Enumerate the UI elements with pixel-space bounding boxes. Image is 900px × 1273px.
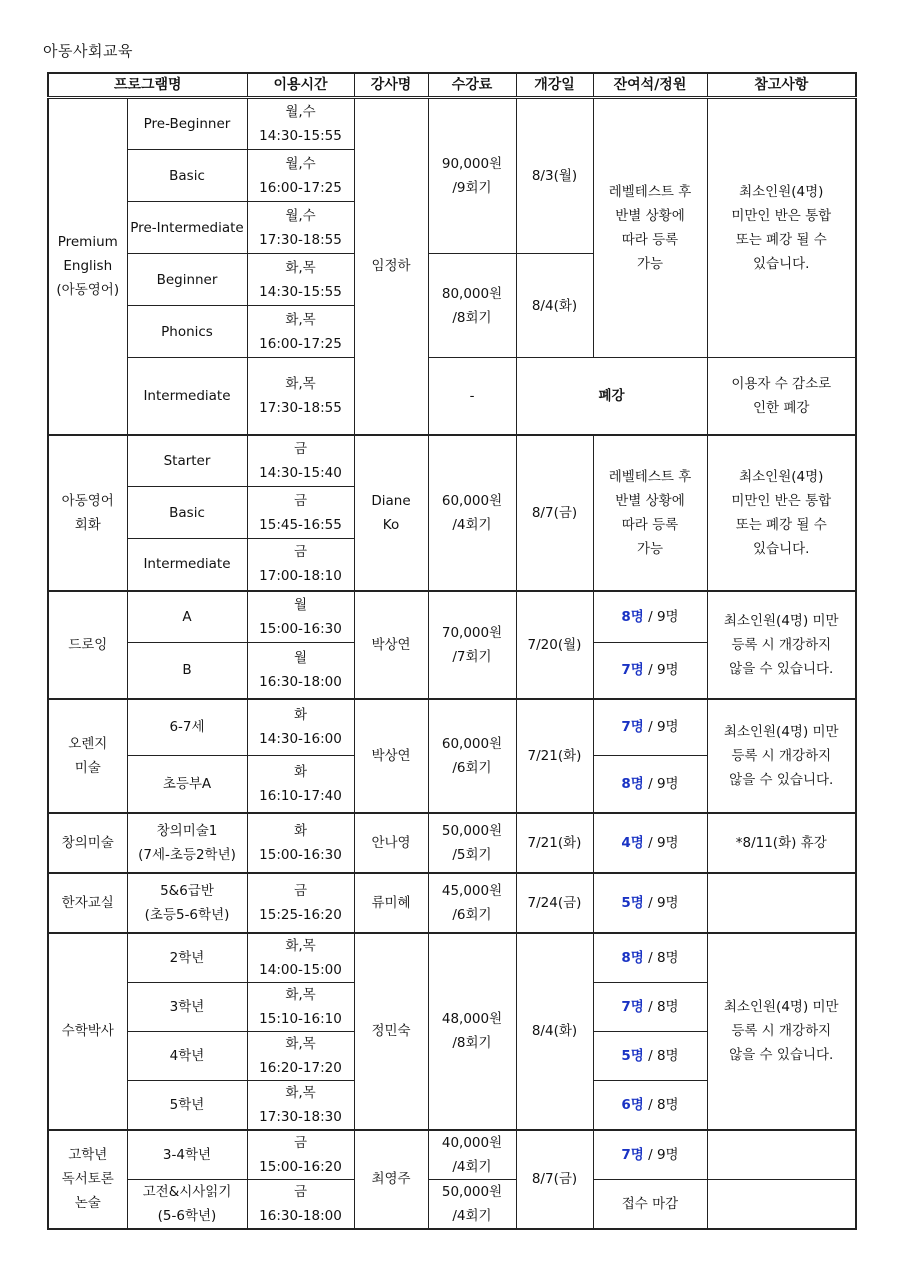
note-cell — [707, 1130, 856, 1180]
level-cell: A — [127, 591, 247, 643]
seats-cell: 5명 / 8명 — [593, 1031, 707, 1080]
seats-cell: 8명 / 9명 — [593, 756, 707, 813]
note-cell — [707, 873, 856, 933]
note-cell: 최소인원(4명) 미만 등록 시 개강하지 않을 수 있습니다. — [707, 699, 856, 813]
start-cell: 8/7(금) — [516, 435, 593, 591]
level-cell: Pre-Intermediate — [127, 202, 247, 254]
fee-cell: 60,000원 /4회기 — [428, 435, 516, 591]
level-cell: Intermediate — [127, 539, 247, 591]
time-cell: 금 17:00-18:10 — [247, 539, 354, 591]
program-name: 창의미술 — [48, 813, 127, 873]
start-cell: 8/7(금) — [516, 1130, 593, 1229]
header-notes: 참고사항 — [707, 73, 856, 98]
closed-label: 폐강 — [516, 358, 707, 435]
seats-cell: 8명 / 8명 — [593, 933, 707, 983]
time-cell: 화,목 17:30-18:55 — [247, 358, 354, 435]
note-cell — [707, 1179, 856, 1229]
teacher-cell: 안나영 — [354, 813, 428, 873]
header-seats: 잔여석/정원 — [593, 73, 707, 98]
time-cell: 금 15:25-16:20 — [247, 873, 354, 933]
start-cell: 7/21(화) — [516, 699, 593, 813]
level-cell: Phonics — [127, 306, 247, 358]
time-cell: 화 14:30-16:00 — [247, 699, 354, 756]
time-cell: 화,목 16:00-17:25 — [247, 306, 354, 358]
start-cell: 8/4(화) — [516, 254, 593, 358]
table-row — [48, 1179, 856, 1229]
program-name: 아동영어 회화 — [48, 435, 127, 591]
time-cell: 화,목 17:30-18:30 — [247, 1080, 354, 1130]
teacher-cell: 박상연 — [354, 591, 428, 699]
time-cell: 월 16:30-18:00 — [247, 643, 354, 699]
note-cell: 최소인원(4명) 미만 등록 시 개강하지 않을 수 있습니다. — [707, 591, 856, 699]
table-row — [48, 813, 856, 873]
time-cell: 월,수 17:30-18:55 — [247, 202, 354, 254]
level-cell: 창의미술1 (7세-초등2학년) — [127, 813, 247, 873]
program-name: 고학년 독서토론 논술 — [48, 1130, 127, 1229]
level-cell: 2학년 — [127, 933, 247, 983]
time-cell: 금 15:00-16:20 — [247, 1130, 354, 1180]
level-cell: 5학년 — [127, 1080, 247, 1130]
table-row — [48, 1130, 856, 1180]
level-cell: B — [127, 643, 247, 699]
teacher-cell: 최영주 — [354, 1130, 428, 1229]
level-cell: 3-4학년 — [127, 1130, 247, 1180]
fee-cell: 60,000원 /6회기 — [428, 699, 516, 813]
level-cell: Starter — [127, 435, 247, 487]
header-row — [48, 73, 856, 98]
level-cell: 3학년 — [127, 982, 247, 1031]
time-cell: 월,수 14:30-15:55 — [247, 98, 354, 150]
time-cell: 금 14:30-15:40 — [247, 435, 354, 487]
seats-cell: 7명 / 8명 — [593, 982, 707, 1031]
start-cell: 7/20(월) — [516, 591, 593, 699]
time-cell: 화 16:10-17:40 — [247, 756, 354, 813]
header-teacher: 강사명 — [354, 73, 428, 98]
table-row — [48, 699, 856, 756]
seats-cell: 4명 / 9명 — [593, 813, 707, 873]
fee-cell: 48,000원 /8회기 — [428, 933, 516, 1130]
program-name: 드로잉 — [48, 591, 127, 699]
level-cell: Beginner — [127, 254, 247, 306]
program-name: Premium English (아동영어) — [48, 98, 127, 435]
level-cell: Intermediate — [127, 358, 247, 435]
seats-cell: 7명 / 9명 — [593, 1130, 707, 1180]
header-program: 프로그램명 — [48, 73, 247, 98]
fee-cell: 90,000원 /9회기 — [428, 98, 516, 254]
level-cell: 6-7세 — [127, 699, 247, 756]
note-cell: *8/11(화) 휴강 — [707, 813, 856, 873]
fee-cell: 50,000원 /4회기 — [428, 1179, 516, 1229]
teacher-cell: 류미혜 — [354, 873, 428, 933]
time-cell: 월,수 16:00-17:25 — [247, 150, 354, 202]
page-title: 아동사회교육 — [43, 42, 133, 60]
level-cell: 고전&시사읽기 (5-6학년) — [127, 1179, 247, 1229]
time-cell: 화,목 14:00-15:00 — [247, 933, 354, 983]
header-fee: 수강료 — [428, 73, 516, 98]
program-name: 한자교실 — [48, 873, 127, 933]
table-row — [48, 591, 856, 643]
fee-cell: 40,000원 /4회기 — [428, 1130, 516, 1180]
start-cell: 8/4(화) — [516, 933, 593, 1130]
time-cell: 금 15:45-16:55 — [247, 487, 354, 539]
fee-cell: 80,000원 /8회기 — [428, 254, 516, 358]
teacher-cell: 정민숙 — [354, 933, 428, 1130]
table-row — [48, 933, 856, 983]
program-name: 수학박사 — [48, 933, 127, 1130]
seats-cell: 접수 마감 — [593, 1179, 707, 1229]
time-cell: 월 15:00-16:30 — [247, 591, 354, 643]
time-cell: 화,목 15:10-16:10 — [247, 982, 354, 1031]
fee-cell: 45,000원 /6회기 — [428, 873, 516, 933]
start-cell: 7/24(금) — [516, 873, 593, 933]
note-cell: 최소인원(4명) 미만 등록 시 개강하지 않을 수 있습니다. — [707, 933, 856, 1130]
fee-cell: 50,000원 /5회기 — [428, 813, 516, 873]
time-cell: 화,목 14:30-15:55 — [247, 254, 354, 306]
teacher-cell: 임정하 — [354, 98, 428, 435]
note-cell: 최소인원(4명) 미만인 반은 통합 또는 폐강 될 수 있습니다. — [707, 98, 856, 358]
seats-cell: 7명 / 9명 — [593, 699, 707, 756]
seats-cell: 8명 / 9명 — [593, 591, 707, 643]
time-cell: 화 15:00-16:30 — [247, 813, 354, 873]
level-cell: Basic — [127, 487, 247, 539]
program-name: 오렌지 미술 — [48, 699, 127, 813]
note-cell: 이용자 수 감소로 인한 폐강 — [707, 358, 856, 435]
level-cell: Basic — [127, 150, 247, 202]
table-row — [48, 873, 856, 933]
level-cell: 초등부A — [127, 756, 247, 813]
seats-cell: 레벨테스트 후 반별 상황에 따라 등록 가능 — [593, 435, 707, 591]
level-cell: 4학년 — [127, 1031, 247, 1080]
note-cell: 최소인원(4명) 미만인 반은 통합 또는 폐강 될 수 있습니다. — [707, 435, 856, 591]
fee-cell: - — [428, 358, 516, 435]
teacher-cell: Diane Ko — [354, 435, 428, 591]
seats-cell: 5명 / 9명 — [593, 873, 707, 933]
level-cell: Pre-Beginner — [127, 98, 247, 150]
start-cell: 7/21(화) — [516, 813, 593, 873]
seats-cell: 6명 / 8명 — [593, 1080, 707, 1130]
program-table — [47, 72, 857, 1230]
time-cell: 금 16:30-18:00 — [247, 1179, 354, 1229]
table-row — [48, 98, 856, 150]
seats-cell: 7명 / 9명 — [593, 643, 707, 699]
header-start: 개강일 — [516, 73, 593, 98]
table-row — [48, 435, 856, 487]
time-cell: 화,목 16:20-17:20 — [247, 1031, 354, 1080]
start-cell: 8/3(월) — [516, 98, 593, 254]
fee-cell: 70,000원 /7회기 — [428, 591, 516, 699]
seats-cell: 레벨테스트 후 반별 상황에 따라 등록 가능 — [593, 98, 707, 358]
teacher-cell: 박상연 — [354, 699, 428, 813]
level-cell: 5&6급반 (초등5-6학년) — [127, 873, 247, 933]
table-row — [48, 358, 856, 435]
header-time: 이용시간 — [247, 73, 354, 98]
